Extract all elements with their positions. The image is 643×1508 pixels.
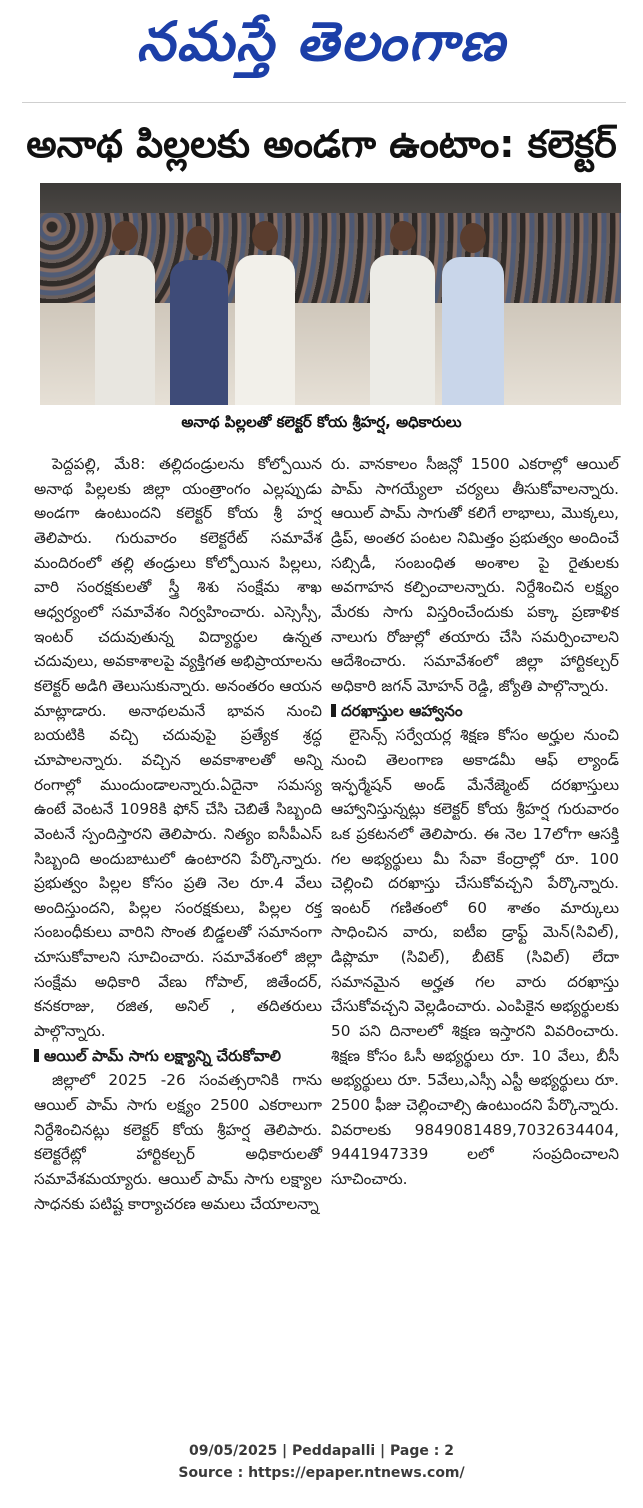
section-subhead (34, 1044, 322, 1069)
photo-person (370, 255, 435, 405)
article-paragraph: రు. వానకాలం సీజన్లో 1500 ఎకరాల్లో ఆయిల్ పామ్ సాగయ్యేలా చర్యలు తీసుకోవాలన్నారు. ఆయిల్ పామ్ సాగుతో కలిగే లాభాలు, మొక్కలు, డ్రిప్, అంతర పంటల నిమిత్తం ప్రభుత్వం అందించే సబ్సిడీ, సంబంధిత అంశాల పై రైతులకు అవగాహన కల్పించాలన్నారు. నిర్దేశించిన లక్ష్యం మేరకు సాగు విస్తరించేందుకు పక్కా ప్రణాళిక నాలుగు రోజుల్లో తయారు చేసి సమర్పించాలని ఆదేశించారు. సమావేశంలో జిల్లా హార్టికల్చర్ అధికారి జగన్ మోహన్ రెడ్డి, జ్యోతి పాల్గొన్నారు. (331, 455, 619, 695)
masthead-divider (22, 102, 626, 103)
photo-person (95, 255, 155, 405)
subhead-text: దరఖాస్తుల ఆహ్వానం (341, 701, 463, 720)
subhead-text: ఆయిల్ పామ్ సాగు లక్ష్యాన్ని చేరుకోవాలి (44, 1046, 281, 1065)
subhead-bullet-icon (34, 1049, 39, 1062)
article-paragraph: లైసెన్స్ సర్వేయర్ల శిక్షణ కోసం అర్హుల నుంచి నుంచి తెలంగాణ అకాడమీ ఆఫ్ ల్యాండ్ ఇన్ఫర్మేషన్ అండ్ మేనేజ్మెంట్ దరఖాస్తులు ఆహ్వానిస్తున్నట్లు కలెక్టర్ కోయ శ్రీహర్ష గురువారం ఒక ప్రకటనలో తెలిపారు. ఈ నెల 17లోగా ఆసక్తి గల అభ్యర్థులు మీ సేవా కేంద్రాల్లో రూ. 100 చెల్లించి దరఖాస్తు చేసుకోవచ్చని పేర్కొన్నారు. ఇంటర్ గణితంలో 60 శాతం మార్కులు సాధించిన వారు, ఐటీఐ డ్రాఫ్ట్ మెన్(సివిల్), డిప్లొమా (సివిల్), బీటెక్ (సివిల్) లేదా సమానమైన అర్హత గల వారు దరఖాస్తు చేసుకోవచ్చని వెల్లడించారు. ఎంపికైన అభ్యర్థులకు 50 పని దినాలలో శిక్షణ ఇస్తారని వివరించారు. శిక్షణ కోసం ఓసీ అభ్యర్థులు రూ. 10 వేలు, బీసీ అభ్యర్థులు రూ. 5వేలు,ఎస్సీ ఎస్టీ అభ్యర్థులు రూ. 2500 ఫీజు చెల్లించాల్సి ఉంటుందని పేర్కొన్నారు. వివరాలకు 9849081489,7032634404, 9441947339 లలో సంప్రదించాలని సూచించారు. (331, 726, 619, 1189)
article-photo (40, 183, 621, 405)
article-column-left (34, 452, 322, 1216)
article-column-right (331, 452, 619, 1192)
article-paragraph: పెద్దపల్లి, మే8: తల్లిదండ్రులను కోల్పోయిన అనాథ పిల్లలకు జిల్లా యంత్రాంగం ఎల్లప్పుడు అండగా ఉంటుందని కలెక్టర్ కోయ శ్రీ హర్ష తెలిపారు. గురువారం కలెక్టరేట్ సమావేశ మందిరంలో తల్లి తండ్రులు కోల్పోయిన పిల్లలు, వారి సంరక్షకులతో స్త్రీ శిశు సంక్షేమ శాఖ ఆధ్వర్యంలో సమావేశం నిర్వహించారు. ఎస్సెస్సీ, ఇంటర్ చదువుతున్న విద్యార్థుల ఉన్నత చదువులు, అవకాశాలపై వ్యక్తిగత అభిప్రాయాలను కలెక్టర్ అడిగి తెలుసుకున్నారు. అనంతరం ఆయన మాట్లాడారు. అనాథలమనే భావన నుంచి బయటికి వచ్చి చదువుపై ప్రత్యేక శ్రద్ధ చూపాలన్నారు. వచ్చిన అవకాశాలతో అన్ని రంగాల్లో ముందుండాలన్నారు.ఏదైనా సమస్య ఉంటే వెంటనే 1098కి ఫోన్ చేసి చెబితే సిబ్బంది వెంటనే స్పందిస్తారని తెలిపారు. నిత్యం ఐసీపీఎస్ సిబ్బంది అందుబాటులో ఉంటారని పేర్కొన్నారు. ప్రభుత్వం పిల్లల కోసం ప్రతి నెల రూ.4 వేలు అందిస్తుందని, పిల్లల సంరక్షకులు, పిల్లల రక్త సంబంధీకులు వారిని సొంత బిడ్డలతో సమానంగా చూసుకోవాలని సూచించారు. సమావేశంలో జిల్లా సంక్షేమ అధికారి వేణు గోపాల్, జితేందర్, కనకరాజు, రజిత, అనిల్ , తదితరులు పాల్గొన్నారు. (34, 455, 322, 1041)
article-headline: అనాథ పిల్లలకు అండగా ఉంటాం: కలెక్టర్ (26, 122, 617, 166)
footer-source-line: Source : https://epaper.ntnews.com/ (178, 1465, 465, 1481)
photo-person (170, 260, 228, 405)
photo-person (235, 255, 295, 405)
masthead-title: నమస్తే తెలంగాణ (136, 10, 507, 73)
section-subhead (331, 699, 619, 724)
article-paragraph: జిల్లాలో 2025 -26 సంవత్సరానికి గాను ఆయిల్ పామ్ సాగు లక్ష్యం 2500 ఎకరాలుగా నిర్దేశించినట్లు కలెక్టర్ కోయ శ్రీహర్ష తెలిపారు. కలెక్టరేట్లో హార్టికల్చర్ అధికారులతో సమావేశమయ్యారు. ఆయిల్ పామ్ సాగు లక్ష్యాల సాధనకు పటిష్ట కార్యాచరణ అమలు చేయాలన్నా (34, 1071, 322, 1213)
masthead (0, 0, 643, 90)
subhead-bullet-icon (331, 704, 336, 717)
page-footer (0, 1440, 643, 1484)
photo-person (442, 257, 504, 405)
photo-caption: అనాథ పిల్లలతో కలెక్టర్ కోయ శ్రీహర్ష, అధికారులు (181, 413, 462, 431)
footer-date-line: 09/05/2025 | Peddapalli | Page : 2 (189, 1443, 454, 1459)
